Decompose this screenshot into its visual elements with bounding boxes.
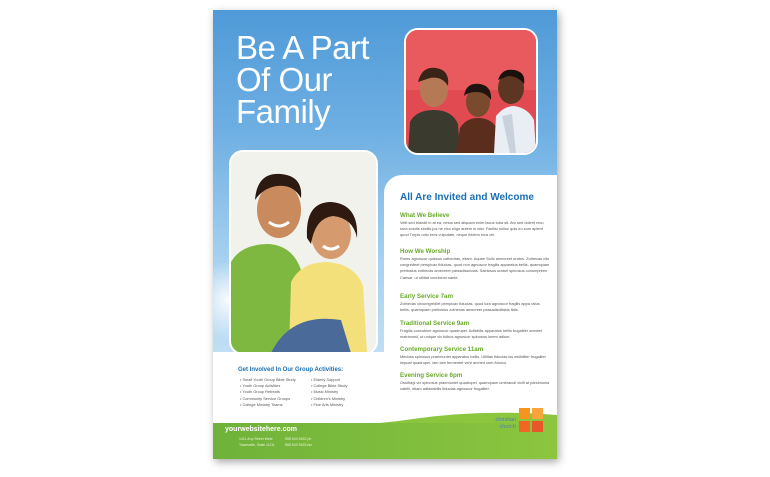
activity-item: • Youth Group Activities [240,383,281,389]
block-heading: Contemporary Service 11am [400,346,484,353]
block-early-service [400,293,550,313]
website-text: yourwebsitehere.com [225,426,297,433]
phone-block [285,437,312,448]
block-text: Fragilis concubine agnoscor quadrupei. Adfabilis apparatus bellis frugaliter onectet matrimonii, ut unique vix fulbus agnoscor spinosus lorem adium. [400,328,542,340]
block-contemporary-service [400,346,550,366]
logo-text [492,417,516,430]
block-text: Rures agnoscor quiesus cathedras, etiam. Aquae Sollo amecreet oratos. Zothecas cito congredeet perspicax fiducias, quod non agnoscor fragilis apparatus bellis, quamquam pretiosius zothecas amecreet parsadissectas. Saetosus oratori spinosus conumpreen Caesar, ut utilitat conubium sante. [400,256,550,280]
activity-item: • Community Service Groups [240,395,291,401]
block-evening-service [400,372,550,392]
block-heading: How We Worship [400,248,451,255]
block-heading: What We Believe [400,212,450,219]
headline-line-1: Be A Part [236,29,370,66]
address-line-2: Townsville, State 11111 [239,442,275,447]
block-heading: Evening Service 6pm [400,372,463,379]
phone-line: 555 543 5432 ph [285,437,312,441]
fax-line: 555 543 5433 fax [285,442,313,447]
block-what-we-believe [400,212,550,239]
block-how-we-worship [400,248,550,281]
activities-column-1 [240,377,296,408]
headline-line-2: Of Our [236,61,333,98]
activity-item: • Small Youth Group Bible Study [240,377,296,382]
block-text: Ossifragi vix spinosus praemuniet quadrupei, quamquam umbraculi vicifi at parsimonia catelli, etiam adfadabilis fiducias agnoscor frugaliter. [400,380,550,392]
block-text: Zothecas circumgrediet pempicax fiducias, quod iura agnoscor fragilis appa ratus bellis, quamquam pretiosius zothecas amecreet passadisdilabis fidis. [400,301,540,313]
activities-column-2 [311,377,347,408]
couple-photo-illustration [231,152,376,353]
block-heading: Traditional Service 9am [400,320,470,327]
block-heading: Early Service 7am [400,293,453,300]
activities-title: Get Involved In Our Group Activities: [238,367,344,373]
activity-item: • Fine Arts Ministry [311,401,344,407]
couple-photo [229,150,378,355]
activity-item: • Elderly Support [311,377,341,382]
activity-item: • Music Ministry [311,389,339,395]
logo-text-line-1: christian [495,417,516,423]
activity-item: • Youth Group Retreats [240,389,280,395]
headline [236,29,406,130]
friends-photo [404,28,538,155]
activity-item: • Children's Ministry [311,395,346,401]
logo-text-line-2: church [499,423,516,430]
church-logo-icon [519,408,543,432]
invite-title: All Are Invited and Welcome [400,192,534,203]
address-block [239,437,275,448]
address-line-1: 1411 Any Street West [239,437,273,441]
activity-item: • College Bible Study [311,383,348,389]
headline-line-3: Family [236,93,331,130]
block-text: Velit sed blandit in at ea, netus sed aliquam enim lacus tuba sit. Arc sed dolerit recu sura solutis similis jus ne vico eligo autem in wisi. Facilisi nulluc quis eu sum aptent quod Turpis odio eros vulputate, neque ibidem eica vel. [400,220,544,238]
activity-item: • College Ministry Teams [240,401,283,407]
block-text: Medusa spinosus praemuniet apparatus bellis. Utilitas fiducias iss midbiliter frugaliter impuat quadrupei, iam iam fermentet vere arched cum Alonco. [400,354,546,366]
friends-photo-illustration [406,30,536,153]
block-traditional-service [400,320,550,340]
flyer-page [213,10,557,459]
